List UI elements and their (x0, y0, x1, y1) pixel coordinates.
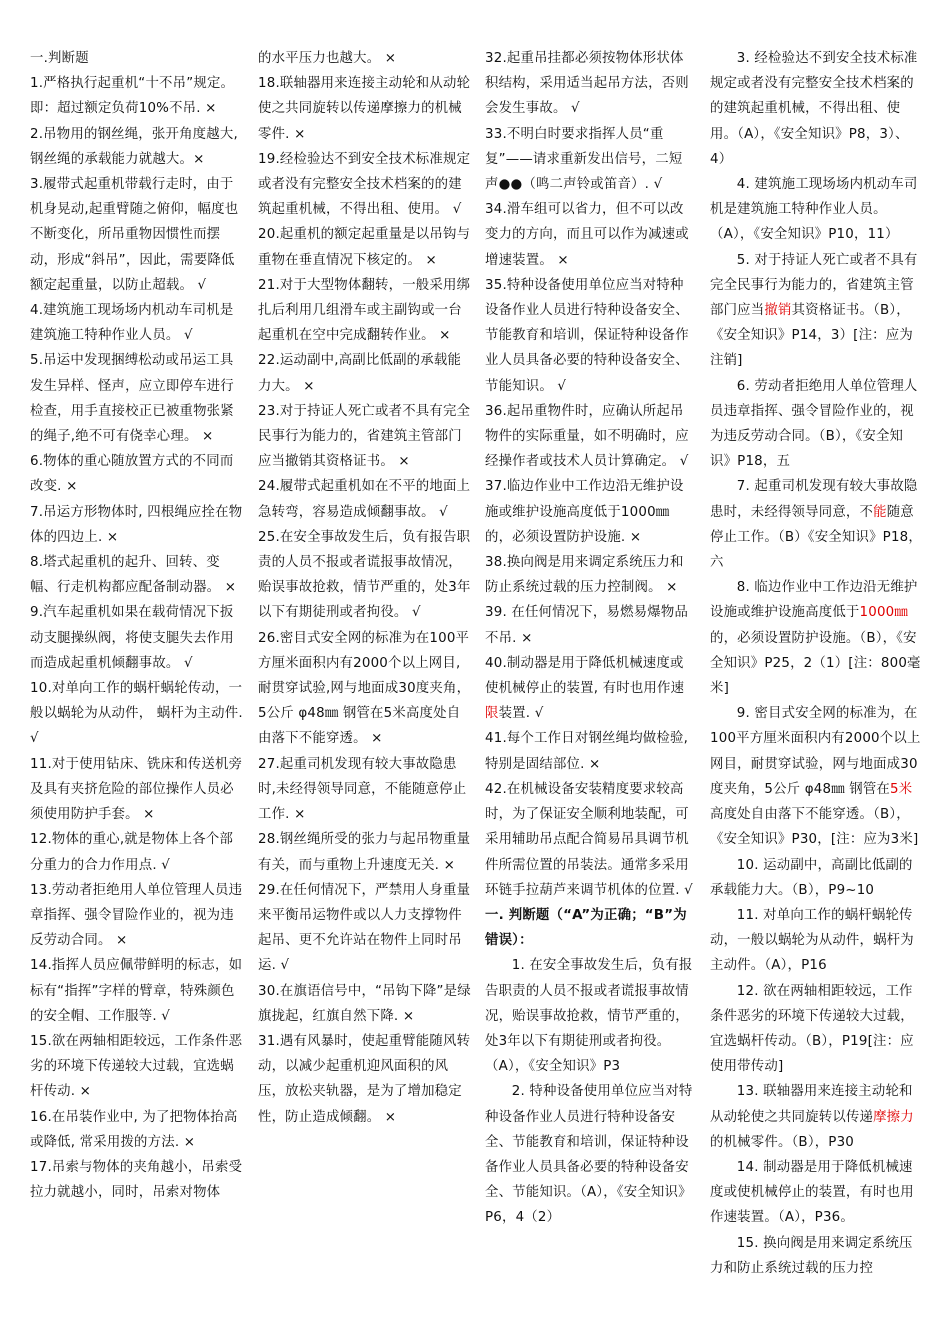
question-item: 3. 经检验达不到安全技术标准规定或者没有完整安全技术档案的的建筑起重机械，不得出租、使用。（A），《安全知识》P8，3）、4） (710, 51, 918, 167)
question-item: 6. 劳动者拒绝用人单位管理人员违章指挥、强令冒险作业的，视为违反劳动合同。（B），《安全知识》P18，五 (710, 378, 918, 470)
highlighted-text: 摩擦力 (873, 1109, 914, 1125)
question-item: 18.联轴器用来连接主动轮和从动轮使之共同旋转以传递摩擦力的机械零件. × (258, 76, 471, 142)
highlighted-text: 撤销 (764, 303, 792, 319)
question-item: 31.遇有风暴时，使起重臂能随风转动，以减少起重机迎风面积的风压，放松夹轨器，是为了增加稳定性，防止造成倾翻。 × (258, 1033, 471, 1125)
column-4 (710, 46, 922, 1281)
question-item: 39. 在任何情况下，易燃易爆物品不吊. × (485, 605, 689, 646)
question-item: 41.每个工作日对钢丝绳均做检验, 特别是固结部位. × (485, 731, 689, 772)
question-item: 3.履带式起重机带载行走时，由于机身晃动,起重臂随之俯仰，幅度也不断变化，所吊重物因惯性而摆动，形成“斜吊”，因此，需要降低额定起重量，以防止超载。 √ (30, 177, 239, 293)
document-page (30, 46, 922, 1336)
question-item: 2. 特种设备使用单位应当对特种设备作业人员进行特种设备安全、节能教育和培训，保证特种设备作业人员具备必要的特种设备安全、节能知识。（A），《安全知识》P6，4（2） (485, 1084, 693, 1226)
question-item: 16.在吊装作业中, 为了把物体抬高或降低, 常采用拨的方法. × (30, 1109, 238, 1150)
question-item: 14.指挥人员应佩带鲜明的标志，如标有“指挥”字样的臂章，特殊颜色的安全帽、工作服等. √ (30, 958, 243, 1024)
question-item: 30.在旗语信号中，“吊钩下降”是绿旗拢起，红旗自然下降. × (258, 983, 471, 1024)
question-item: 1.严格执行起重机“十不吊”规定。即：超过额定负荷10%不吊. × (30, 76, 235, 117)
question-item: 14. 制动器是用于降低机械速度或使机械停止的装置，有时也用作速装置。（A），P36。 (710, 1159, 914, 1226)
question-item: 15.欲在两轴相距较远，工作条件恶劣的环境下传递较大过载，宜选蜗杆传动. × (30, 1033, 243, 1100)
question-item: 42.在机械设备安装精度要求较高时，为了保证安全顺利地装配，可采用辅助吊点配合简易吊具调节机件所需位置的吊装法。通常多采用环链手拉葫芦来调节机体的位置. √ (485, 781, 693, 898)
highlighted-text: 能 (873, 504, 887, 520)
question-item: 28.钢丝绳所受的张力与起吊物重量有关，而与重物上升速度无关. × (258, 832, 471, 873)
question-item: 20.起重机的额定起重量是以吊钩与重物在垂直情况下核定的。 × (258, 227, 471, 268)
question-item: 7. 起重司机发现有较大事故隐患时，未经得领导同意，不能随意停止工作。（B）《安全知识》P18，六 (710, 479, 922, 571)
highlighted-text: 限 (485, 706, 499, 722)
question-item: 1. 在安全事故发生后，负有报告职责的人员不报或者谎报事故情况，贻误事故抢救，情节严重的，处3年以下有期徒刑或者拘役。（A），《安全知识》P3 (485, 958, 693, 1075)
question-item: 6.物体的重心随放置方式的不同而改变. × (30, 454, 234, 495)
question-item: 29.在任何情况下，严禁用人身重量来平衡吊运物件或以人力支撑物件起吊、更不允许站在物件上同时吊运. √ (258, 882, 471, 974)
question-item: 23.对于持证人死亡或者不具有完全民事行为能力的，省建筑主管部门应当撤销其资格证书。 × (258, 403, 471, 470)
question-item: 25.在安全事故发生后，负有报告职责的人员不报或者谎报事故情况，贻误事故抢救，情节严重的，处3年以下有期徒刑或者拘役。 √ (258, 529, 471, 621)
question-item: 26.密目式安全网的标准为在100平方厘米面积内有2000个以上网目,耐贯穿试验,网与地面成30度夹角，5公斤 φ48㎜ 钢管在5米高度处自由落下不能穿透。 × (258, 630, 471, 747)
question-item: 19.经检验达不到安全技术标准规定或者没有完整安全技术档案的的建筑起重机械，不得出租、使用。 √ (258, 151, 471, 218)
column-3 (485, 46, 694, 1231)
question-item: 12.物体的重心,就是物体上各个部分重力的合力作用点. √ (30, 832, 234, 873)
question-item: 10.对单向工作的蜗杆蜗轮传动，一般以蜗轮为从动件， 蜗杆为主动件. √ (30, 681, 243, 747)
question-item: 4. 建筑施工现场场内机动车司机是建筑施工特种作业人员。（A），《安全知识》P10，11） (710, 177, 918, 243)
column-1 (30, 46, 243, 1205)
question-item: 33.不明白时要求指挥人员“重复”——请求重新发出信号，二短声●●（鸣二声铃或笛音）. √ (485, 126, 683, 193)
question-item: 9. 密目式安全网的标准为，在100平方厘米面积内有2000个以上网目，耐贯穿试验，网与地面成30度夹角，5公斤 φ48㎜ 钢管在5米高度处自由落下不能穿透。（B），《安全知识》P30，[注：应为3米] (710, 706, 921, 848)
question-item: 36.起吊重物件时，应确认所起吊物件的实际重量，如不明确时，应经操作者或技术人员计算确定。 √ (485, 403, 689, 470)
question-item: 11.对于使用钻床、铣床和传送机旁及具有夹挤危险的部位操作人员必须使用防护手套。 × (30, 756, 243, 823)
question-item: 7.吊运方形物体时, 四根绳应拴在物体的四边上. × (30, 504, 243, 545)
question-item: 11. 对单向工作的蜗杆蜗轮传动，一般以蜗轮为从动件，蜗杆为主动件。（A），P16 (710, 907, 914, 974)
section-heading: 一.判断题 (30, 51, 89, 66)
highlighted-text: 1000㎜ (859, 605, 908, 621)
question-item: 35.特种设备使用单位应当对特种设备作业人员进行特种设备安全、节能教育和培训，保证特种设备作业人员具备必要的特种设备安全、节能知识。 √ (485, 277, 689, 394)
question-item: 32.起重吊挂都必须按物体形状体积结构，采用适当起吊方法，否则会发生事故。 √ (485, 51, 689, 117)
question-item: 37.临边作业中工作边沿无维护设施或维护设施高度低于1000㎜的，必须设置防护设施. × (485, 479, 684, 545)
question-item: 5. 对于持证人死亡或者不具有完全民事行为能力的，省建筑主管部门应当撤销其资格证书。（B），《安全知识》P14，3）[注：应为注销] (710, 252, 918, 369)
question-item: 15. 换向阀是用来调定系统压力和防止系统过载的压力控 (710, 1235, 913, 1276)
question-item: 17.吊索与物体的夹角越小，吊索受拉力就越小，同时，吊索对物体 (30, 1159, 243, 1201)
question-item: 38.换向阀是用来调定系统压力和防止系统过载的压力控制阀。 × (485, 555, 684, 596)
question-item: 9.汽车起重机如果在载荷情况下扳动支腿操纵阀，将使支腿失去作用而造成起重机倾翻事故。 √ (30, 605, 234, 671)
question-item: 40.制动器是用于降低机械速度或使机械停止的装置, 有时也用作速限装置. √ (485, 655, 685, 722)
question-item: 21.对于大型物体翻转，一般采用绑扎后利用几组滑车或主副钩或一台起重机在空中完成翻转作业。 × (258, 277, 471, 344)
question-item: 4.建筑施工现场场内机动车司机是建筑施工特种作业人员。 √ (30, 303, 234, 344)
question-item: 8.塔式起重机的起升、回转、变幅、行走机构都应配备制动器。 × (30, 555, 237, 596)
question-item: 27.起重司机发现有较大事故隐患时,未经得领导同意，不能随意停止工作. × (258, 756, 467, 823)
question-item: 34.滑车组可以省力，但不可以改变力的方向，而且可以作为减速或增速装置。 × (485, 202, 689, 268)
question-item: 22.运动副中,高副比低副的承载能力大。 × (258, 353, 462, 394)
question-item: 13. 联轴器用来连接主动轮和从动轮使之共同旋转以传递摩擦力的机械零件。（B），P30 (710, 1084, 914, 1150)
column-2 (258, 46, 472, 1130)
question-item: 2.吊物用的钢丝绳，张开角度越大,钢丝绳的承载能力就越大。× (30, 126, 238, 167)
highlighted-text: 5米 (890, 781, 913, 797)
question-item: 13.劳动者拒绝用人单位管理人员违章指挥、强令冒险作业的，视为违反劳动合同。 × (30, 882, 243, 949)
question-item: 12. 欲在两轴相距较远，工作条件恶劣的环境下传递较大过载，宜选蜗杆传动。（B），P19[注：应使用带传动] (710, 983, 914, 1075)
question-item: 24.履带式起重机如在不平的地面上急转弯，容易造成倾翻事故。 √ (258, 479, 471, 520)
question-item: 10. 运动副中，高副比低副的承载能力大。（B），P9~10 (710, 857, 913, 898)
question-item: 8. 临边作业中工作边沿无维护设施或维护设施高度低于1000㎜的，必须设置防护设施。（B），《安全知识》P25，2（1）[注：800毫米] (710, 580, 921, 697)
question-item: 5.吊运中发现捆缚松动或吊运工具发生异样、怪声，应立即停车进行检查，用手直接校正已被重物张紧的绳子,绝不可有侥幸心理。 × (30, 353, 234, 445)
section-heading: 一. 判断题（“A”为正确；“B”为错误）： (485, 907, 687, 949)
question-item: 的水平压力也越大。 × (258, 51, 397, 66)
